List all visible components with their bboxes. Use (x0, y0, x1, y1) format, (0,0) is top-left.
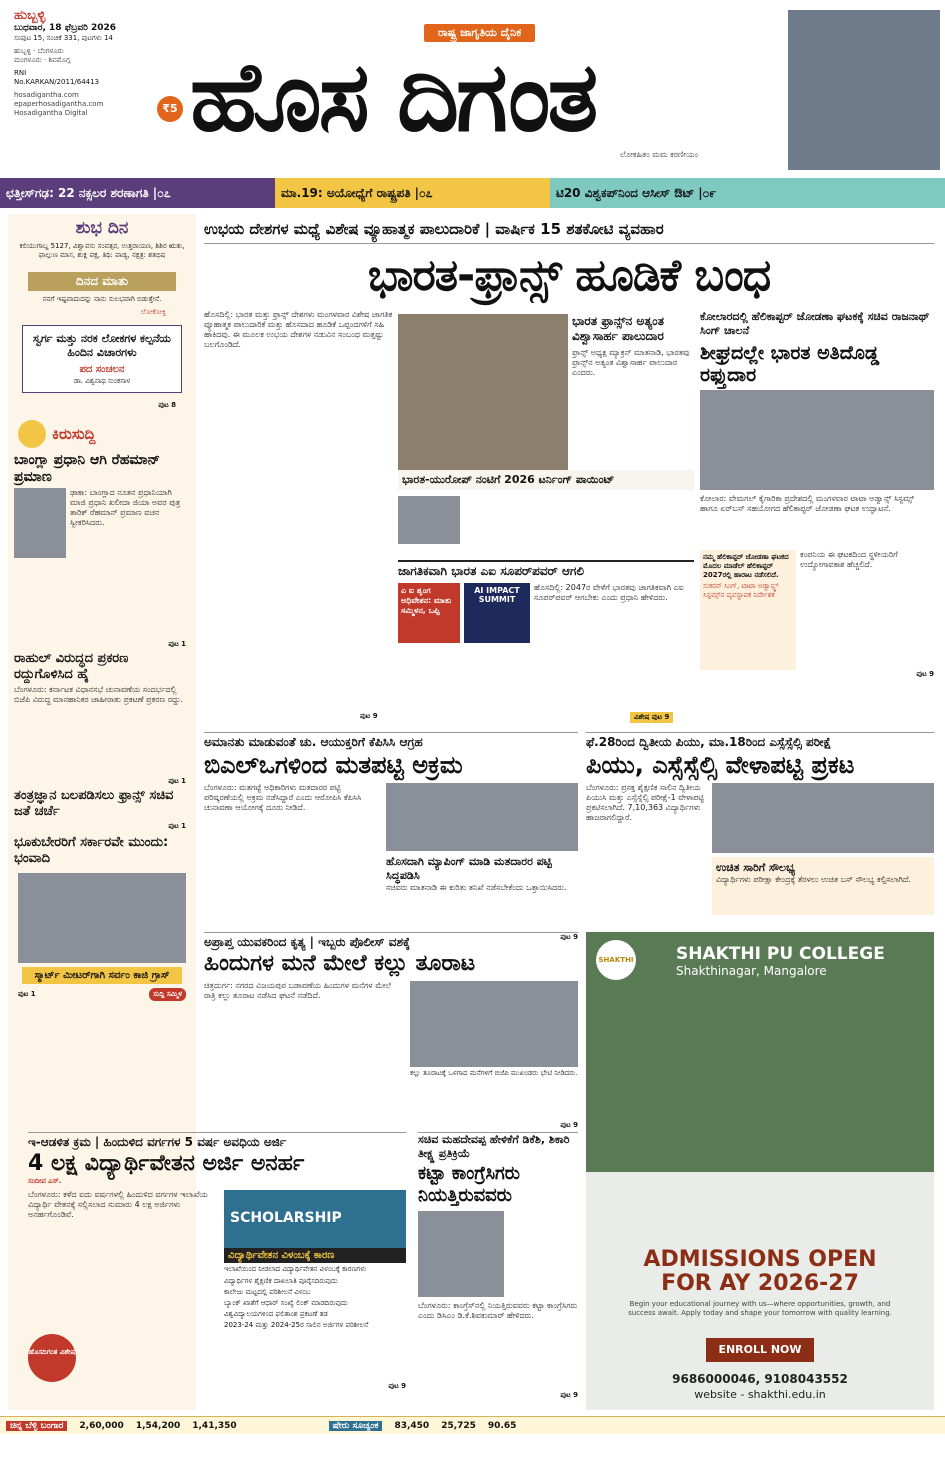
ai-row (398, 583, 694, 713)
mid-left-page[interactable]: ಪುಟ 9 (560, 933, 578, 941)
lead-kicker: ಉಭಯ ದೇಶಗಳ ಮಧ್ಯೆ ವಿಶೇಷ ವ್ಯೂಹಾತ್ಮಕ ಪಾಲುದಾರಿಕೆ | ವಾರ್ಷಿಕ 15 ಶತಕೋಟಿ ವ್ಯವಹಾರ (204, 220, 664, 238)
quote-title: ದಿನದ ಮಾತು (28, 272, 176, 291)
kiru-header (8, 420, 196, 448)
right-top-quote-box (700, 550, 796, 670)
feature-author: ಡಾ. ವಿಶ್ವನಾಥ ಸುಂಕಸಾಳ (73, 377, 131, 385)
newspaper-title: ಹೊಸ ದಿಗಂತ (190, 41, 596, 153)
teaser-1-text: ಛತ್ತೀಸ್‌ಗಢ: 22 ನಕ್ಸಲರ ಶರಣಾಗತಿ (6, 185, 149, 200)
kiru-3-title: ತಂತ್ರಜ್ಞಾನ ಬಲಪಡಿಸಲು ಫ್ರಾನ್ಸ್ ಸಚಿವ ಜತೆ ಚರ್ಚೆ (14, 788, 174, 819)
bottom-mid-headline[interactable]: ಕಟ್ಟಾ ಕಾಂಗ್ರೆಸಿಗರು ನಿಯತ್ತಿರುವವರು (418, 1163, 520, 1206)
right-top-photo (700, 390, 934, 490)
ad-site[interactable]: website - shakthi.edu.in (694, 1388, 826, 1401)
kiru-1-title: ಬಾಂಗ್ಲಾ ಪ್ರಧಾನಿ ಆಗಿ ರೆಹಮಾನ್ ಪ್ರಮಾಣ (14, 452, 161, 485)
mid-right-photo (712, 783, 934, 853)
row3-caption: ಕಲ್ಲು ತೂರಾಟಕ್ಕೆ ಒಳಗಾದ ಮನೆಗಳಿಗೆ ಬಿಜೆಪಿ ಮುಖಂಡರು ಭೇಟಿ ನೀಡಿದರು. (410, 1069, 578, 1077)
scholarship-box-intro: ಇಲಾಖೆಯಿಂದ ನೀಡಲಾದ ವಿದ್ಯಾರ್ಥಿವೇತನ ವಿಳಂಬಕ್ಕೆ ಕಾರಣಗಳು (224, 1265, 367, 1273)
right-top-quote-text: ನಮ್ಮ ಹೆಲಿಕಾಪ್ಟರ್ ಜೋಡಣಾ ಘಟಕದ ಮೊದಲ ಮಾಡೆಲ್ ಹೆಲಿಕಾಪ್ಟರ್ 2027ರಲ್ಲಿ ಹಾರಾಟ ನಡೆಸಲಿದೆ. (703, 553, 789, 579)
issue-number: ಸಂಪುಟ 15, ಸಂಚಿಕೆ 331, ಪುಟಗಳು 14 (14, 34, 113, 42)
ai-page[interactable]: ವಿಶೇಷ ಪುಟ 9 (630, 712, 673, 723)
mid-left-story (204, 732, 578, 942)
issue-date: ಬುಧವಾರ, 18 ಫೆಬ್ರವರಿ 2026 (14, 23, 117, 33)
bottom-left-byline: ಸಂದೀಪ ಎಸ್. (28, 1177, 62, 1185)
mid-right-box (712, 857, 934, 915)
teaser-1[interactable] (0, 178, 275, 208)
special-badge: ಹೊಸದಿಗಂತ ವಿಶೇಷ (28, 1334, 76, 1382)
ai-box: ಎ ಐ ಶೃಂಗ ಅಧಿವೇಶನ: ಮಾತು ಸಮ್ಮಿಳನ, ಒಪ್ಪಿ (398, 583, 460, 643)
row3-body (204, 981, 578, 1121)
ad-phone[interactable]: 9686000046, 9108043552 (672, 1372, 848, 1386)
row3-headline[interactable]: ಹಿಂದುಗಳ ಮನೆ ಮೇಲೆ ಕಲ್ಲು ತೂರಾಟ (204, 951, 476, 976)
market-ticker (0, 1416, 945, 1434)
gold-label: ಚಿನ್ನ ಬೆಳ್ಳಿ ಬಂಗಾರ (6, 1421, 67, 1431)
mid-right-text: ಬೆಂಗಳೂರು: ಪ್ರಸಕ್ತ ಶೈಕ್ಷಣಿಕ ಸಾಲಿನ ದ್ವಿತೀಯ ಪಿಯುಸಿ ಮತ್ತು ಎಸ್ಸೆಸ್ಸೆಲ್ಸಿ ಪರೀಕ್ಷೆ-1 ವೇಳಾಪಟ್ಟಿ ಪ್ರಕಟಿಸಲಾಗಿದೆ. 7,10,363 ವಿದ್ಯಾರ್ಥಿಗಳು ಹಾಜರಾಗಲಿದ್ದಾರೆ. (586, 783, 705, 822)
scholarship-box-title: ವಿದ್ಯಾರ್ಥಿವೇತನ ವಿಳಂಬಕ್ಕೆ ಕಾರಣ (224, 1248, 406, 1263)
lead-side-text: ಫ್ರಾನ್ಸ್ ಅಧ್ಯಕ್ಷ ಮ್ಯಾಕ್ರನ್ ಮಾತನಾಡಿ, ಭಾರತವು ಫ್ರಾನ್ಸ್‌ನ ಅತ್ಯಂತ ವಿಶ್ವಾಸಾರ್ಹ ಪಾಲುದಾರ ಎಂದರು. (572, 348, 690, 377)
reason-4: ವಿಶ್ವವಿದ್ಯಾಲಯಗಳಿಂದ ಫಲಿತಾಂಶ ಪ್ರಕಟಣೆ ತಡ (224, 1310, 328, 1318)
teaser-bar (0, 178, 945, 208)
row3-col2 (410, 981, 578, 1121)
college-logo: SHAKTHI (596, 940, 636, 980)
editions-list: ಹುಬ್ಬಳ್ಳಿ · ಬೆಂಗಳೂರು ಮಂಗಳೂರು · ಶಿವಮೊಗ್ಗ (14, 47, 71, 64)
thumb-icon (18, 420, 46, 448)
kiru-1-body (8, 486, 196, 640)
ad-headline-1: ADMISSIONS OPEN (643, 1247, 877, 1272)
edition-1: ಹುಬ್ಬಳ್ಳಿ (14, 47, 31, 55)
quote-text: ನನಗೆ ಇಷ್ಟವಾದುದನ್ನು ನಾನು ಸುಲಭವಾಗಿ ಬಿಡುತ್ತೇನೆ. (42, 295, 162, 303)
mid-left-kicker: ಅಮಾನತು ಮಾಡುವಂತೆ ಚು. ಆಯುಕ್ತರಿಗೆ ಕೆಪಿಸಿಸಿ ಆಗ್ರಹ (204, 735, 423, 749)
teaser-2-text: ಮಾ.19: ಅಯೋಧ್ಯೆಗೆ ರಾಷ್ಟ್ರಪತಿ (281, 185, 411, 200)
nifty-value: 25,725 (441, 1420, 476, 1431)
mid-right-kicker: ಫೆ.28ರಿಂದ ದ್ವಿತೀಯ ಪಿಯು, ಮಾ.18ರಿಂದ ಎಸ್ಸೆಸ್ಸೆಲ್ಸಿ ಪರೀಕ್ಷೆ (586, 735, 832, 749)
ai-story (398, 560, 694, 713)
teaser-1-page: |೦೭ (152, 185, 171, 200)
sensex-value: 83,450 (394, 1420, 430, 1431)
shubha-title: ಶುಭ ದಿನ (75, 218, 129, 238)
kiru-2-text: ಬೆಂಗಳೂರು: ಕರ್ನಾಟಕ ವಿಧಾನಸಭೆ ಚುನಾವಣೆಯ ಸಂದರ್ಭದಲ್ಲಿ ಬಿಜೆಪಿ ವಿರುದ್ಧ ಮಾನಹಾನಿಕರ ಜಾಹೀರಾತು ಪ್ರಕಟಣೆ ಪ್ರಕರಣ ರದ್ದು. (14, 685, 183, 704)
right-top-headline[interactable]: ಶೀಘ್ರದಲ್ಲೇ ಭಾರತ ಅತಿದೊಡ್ಡ ರಫ್ತುದಾರ (700, 342, 880, 386)
link-digital[interactable]: Hosadigantha Digital (14, 109, 88, 117)
bottom-mid-story (418, 1132, 578, 1400)
right-top-quote (700, 550, 934, 670)
kiru-2-page[interactable]: ಪುಟ 1 (168, 777, 186, 785)
edition-3: ಮಂಗಳೂರು (14, 56, 42, 64)
link-site[interactable]: hosadigantha.com (14, 91, 79, 99)
gold-value-1: 2,60,000 (79, 1420, 124, 1431)
feature-title: ಸ್ವರ್ಗ ಮತ್ತು ನರಕ ಲೋಕಗಳ ಕಲ್ಪನೆಯ ಹಿಂದಿನ ವಿಚಾರಗಳು (33, 332, 171, 359)
teaser-2-page: |೦೭ (414, 185, 433, 200)
right-top-col2: ಕಂಪನಿಯ ಈ ಘಟಕದಿಂದ ಸ್ಥಳೀಯರಿಗೆ ಉದ್ಯೋಗಾವಕಾಶ ಹೆಚ್ಚಲಿದೆ. (800, 550, 898, 569)
link-epaper[interactable]: epaperhosadigantha.com (14, 100, 104, 108)
college-ad[interactable] (586, 932, 934, 1410)
kiru-4-page[interactable]: ಪುಟ 1 (18, 990, 36, 998)
mid-right-col2 (712, 783, 934, 933)
gold-value-2: 1,54,200 (135, 1420, 181, 1431)
shubha-text: ಕಲಿಯುಗಾಬ್ದ 5127, ವಿಶ್ವಾವಸು ಸಂವತ್ಸರ, ಉತ್ತರಾಯಣ, ಶಿಶಿರ ಋತು, ಫಾಲ್ಗುಣ ಮಾಸ, ಶುಕ್ಲ ಪಕ್ಷ, ತಿಥಿ: ಪಾಡ್ಯ, ನಕ್ಷತ್ರ: ಶತಭಿಷ (19, 242, 185, 259)
bottom-left-kicker: ಇ-ಆಡಳಿತ ಕ್ರಮ | ಹಿಂದುಳಿದ ವರ್ಗಗಳ 5 ವರ್ಷ ಅವಧಿಯ ಅರ್ಜಿ (28, 1135, 287, 1149)
mid-left-photo (386, 783, 578, 851)
mid-right-story (586, 732, 934, 942)
mid-right-body (586, 783, 934, 933)
kiru-badge: ಸುದ್ದಿ ಸಮ್ಮಿಳ (149, 988, 186, 1001)
mid-left-sub-head: ಹೊಸದಾಗಿ ಮ್ಯಾಪಿಂಗ್ ಮಾಡಿ ಮತದಾರರ ಪಟ್ಟಿ ಸಿದ್ಧಪಡಿಸಿ (386, 855, 552, 882)
row3-photo (410, 981, 578, 1067)
teaser-2[interactable] (275, 178, 550, 208)
edition-4: ಶಿವಮೊಗ್ಗ (48, 56, 71, 64)
row3-story (204, 932, 578, 1130)
lead-side (572, 314, 692, 464)
ai-head: ಜಾಗತಿಕವಾಗಿ ಭಾರತ ಎಐ ಸೂಪರ್‌ಪವರ್ ಆಗಲಿ (398, 564, 585, 578)
kiru-5-title: ಸ್ಮಾರ್ಟ್ ಮೀಟರ್‌ಗಾಗಿ ಸರ್ವಂ ಕಾಜಿ ಗ್ರಾಸ್ (22, 967, 182, 984)
lead-sub (398, 470, 694, 490)
mid-left-text: ಬೆಂಗಳೂರು: ಮತಗಟ್ಟೆ ಅಧಿಕಾರಿಗಳು ಮತದಾರರ ಪಟ್ಟಿ ಪರಿಷ್ಕರಣೆಯಲ್ಲಿ ಅಕ್ರಮ ನಡೆಸಿದ್ದಾರೆ ಎಂದು ಆರೋಪಿಸಿ ಕೆಪಿಸಿಸಿ ಚುನಾವಣಾ ಆಯೋಗಕ್ಕೆ ದೂರು ನೀಡಿದೆ. (204, 783, 362, 812)
row3-text: ಚಿತ್ರದುರ್ಗ: ನಗರದ ವಿಜಯಪುರ ಬಡಾವಣೆಯ ಹಿಂದುಗಳ ಮನೆಗಳ ಮೇಲೆ ರಾತ್ರಿ ಕಲ್ಲು ತೂರಾಟ ನಡೆಸಿದ ಘಟನೆ ನಡೆದಿದೆ. (204, 981, 391, 1000)
mid-left-col2 (386, 783, 578, 933)
kiru-4-title: ಭೂಕುಬೇರರಿಗೆ ಸರ್ಕಾರವೇ ಮುಂದು: ಭಂವಾದಿ (14, 835, 169, 866)
feature-column: ಪದ ಸಂಚಲನ (79, 364, 125, 375)
kiru-1-page[interactable]: ಪುಟ 1 (168, 640, 186, 648)
mid-right-box-title: ಉಚಿತ ಸಾರಿಗೆ ಸೌಲಭ್ಯ (716, 861, 796, 874)
cricketer-photo (788, 10, 940, 170)
teaser-3[interactable] (550, 178, 945, 208)
reason-5: 2023-24 ಮತ್ತು 2024-25ರ ಸಾಲಿನ ಅರ್ಜಿಗಳ ಪರಿಶೀಲನೆ (224, 1321, 369, 1329)
mid-right-box-text: ವಿದ್ಯಾರ್ಥಿಗಳು ಪರೀಕ್ಷಾ ಕೇಂದ್ರಕ್ಕೆ ತೆರಳಲು ಉಚಿತ ಬಸ್ ಸೌಲಭ್ಯ ಕಲ್ಪಿಸಲಾಗಿದೆ. (716, 875, 911, 884)
price-badge: ₹5 (157, 96, 183, 122)
edition-name: ಹುಬ್ಬಳ್ಳಿ (14, 8, 46, 23)
ad-headline-2: FOR AY 2026-27 (661, 1271, 859, 1296)
right-top-story (700, 310, 934, 679)
usd-value: 90.65 (487, 1420, 517, 1431)
handshake-photo (398, 496, 460, 544)
bottom-mid-page[interactable]: ಪುಟ 9 (560, 1391, 578, 1399)
right-top-kicker: ಕೋಲಾರದಲ್ಲಿ ಹೆಲಿಕಾಪ್ಟರ್ ಜೋಡಣಾ ಘಟಕಕ್ಕೆ ಸಚಿವ ರಾಜನಾಥ್ ಸಿಂಗ್ ಚಾಲನೆ (700, 310, 930, 337)
mid-left-headline[interactable]: ಬಿಎಲ್‌ಒಗಳಿಂದ ಮತಪಟ್ಟಿ ಅಕ್ರಮ (204, 751, 463, 779)
bottom-mid-photo (418, 1211, 504, 1297)
scholarship-banner: SCHOLARSHIP (224, 1190, 406, 1248)
mid-left-sub-text: ಸಚಿವರು ಮಾತನಾಡಿ ಈ ಕುರಿತು ತನಿಖೆ ನಡೆಸಬೇಕೆಂದು ಒತ್ತಾಯಿಸಿದರು. (386, 883, 567, 892)
bottom-mid-kicker: ಸಚಿವ ಮಹದೇವಪ್ಪ ಹೇಳಿಕೆಗೆ ಡಿಕೆಶಿ, ಶಿಕಾರಿ ತೀಕ್ಷ್ಣ ಪ್ರತಿಕ್ರಿಯೆ (418, 1133, 570, 1160)
kiru-2-title: ರಾಹುಲ್ ವಿರುದ್ಧದ ಪ್ರಕರಣ ರದ್ದುಗೊಳಿಸಿದ ಹೈ (14, 651, 129, 682)
gold-value-3: 1,41,350 (192, 1420, 237, 1431)
teaser-3-text: ಟಿ20 ವಿಶ್ವಕಪ್‌ನಿಂದ ಆಸೀಸ್ ಔಟ್ (556, 185, 695, 200)
reason-2: ಕಾಲೇಜು ಮಟ್ಟದಲ್ಲಿ ಪರಿಶೀಲನೆ ವಿಳಂಬ (224, 1288, 311, 1296)
bottom-left-text: ಬೆಂಗಳೂರು: ಕಳೆದ ಐದು ವರ್ಷಗಳಲ್ಲಿ ಹಿಂದುಳಿದ ವರ್ಗಗಳ ಇಲಾಖೆಯ ವಿದ್ಯಾರ್ಥಿ ವೇತನಕ್ಕೆ ಸಲ್ಲಿಸಲಾದ ಸುಮಾರು 4 ಲಕ್ಷ ಅರ್ಜಿಗಳು ಅನರ್ಹಗೊಂಡಿವೆ. (28, 1190, 208, 1219)
kiru-1-text: ಢಾಕಾ: ಬಾಂಗ್ಲಾದ ನೂತನ ಪ್ರಧಾನಿಯಾಗಿ ಮಾಜಿ ಪ್ರಧಾನಿ ಖಲೀದಾ ಜಿಯಾ ಅವರ ಪುತ್ರ ತಾರಿಕ್ ರೆಹಮಾನ್ ಪ್ರಮಾಣ ವಚನ ಸ್ವೀಕರಿಸಿದರು. (70, 488, 181, 527)
lead-photo (398, 314, 568, 490)
rni-number: RNI No.KARKAN/2011/64413 (14, 69, 100, 86)
feature-page[interactable]: ಪುಟ 8 (158, 401, 176, 409)
masthead-meta (14, 8, 164, 118)
bottom-left-story (28, 1132, 406, 1391)
kiru-label: ಕಿರುಸುದ್ದಿ (52, 425, 96, 443)
ad-text: Begin your educational journey with us—where opportunities, growth, and success await. Apply today and shape your tomorrow with quality learning. (628, 1300, 892, 1317)
reason-3: ಬ್ಯಾಂಕ್ ಖಾತೆಗೆ ಆಧಾರ್ ಸಂಖ್ಯೆ ಲಿಂಕ್ ಮಾಡದಿರುವುದು (224, 1299, 348, 1307)
kiru-4-photo (18, 873, 186, 963)
kiru-1-photo (14, 488, 66, 558)
masthead-motto: ಲೋಕಹಿತಂ ಮಮ ಕರಣೀಯಂ (620, 150, 699, 159)
row3-kicker: ಅಪ್ರಾಪ್ತ ಯುವಕರಿಂದ ಕೃತ್ಯ | ಇಬ್ಬರು ಪೊಲೀಸ್ ವಶಕ್ಕೆ (204, 935, 411, 949)
mid-right-headline[interactable]: ಪಿಯು, ಎಸ್ಸೆಸ್ಸೆಲ್ಸಿ ವೇಳಾಪಟ್ಟಿ ಪ್ರಕಟ (586, 751, 855, 779)
right-top-page[interactable]: ಪುಟ 9 (916, 670, 934, 678)
college-place: Shakthinagar, Mangalore (676, 964, 827, 978)
bottom-left-headline[interactable]: 4 ಲಕ್ಷ ವಿದ್ಯಾರ್ಥಿವೇತನ ಅರ್ಜಿ ಅನರ್ಹ (28, 1151, 305, 1176)
teaser-3-page: |೦೯ (698, 185, 717, 200)
right-top-quote-by: ಸುಕರನ್ ಸಿಂಗ್, ಟಾಟಾ ಅಡ್ವಾನ್ಸ್ಡ್ ಸಿಸ್ಟಮ್ಸ್‌ನ ವ್ಯವಸ್ಥಾಪಕ ನಿರ್ದೇಶಕ (703, 582, 779, 599)
kiru-3-page[interactable]: ಪುಟ 1 (168, 822, 186, 830)
lead-kicker-bar (204, 214, 934, 244)
reason-1: ವಿದ್ಯಾರ್ಥಿಗಳ ಶೈಕ್ಷಣಿಕ ದಾಖಲಾತಿ ಪೂರೈಸದಿರುವುದು (224, 1277, 338, 1285)
enroll-button[interactable]: ENROLL NOW (706, 1338, 814, 1362)
lead-sub-head: ಭಾರತ-ಯುರೋಪ್ ನಂಟಿಗೆ 2026 ಟರ್ನಿಂಗ್ ಪಾಯಿಂಟ್ (402, 473, 615, 486)
kiru-footer (8, 988, 196, 1001)
lead-headline[interactable]: ಭಾರತ-ಫ್ರಾನ್ಸ್ ಹೂಡಿಕೆ ಬಂಧ (367, 250, 771, 301)
lead-page[interactable]: ಪುಟ 9 (360, 712, 378, 720)
ai-text: ಹೊಸದಿಲ್ಲಿ: 2047ರ ವೇಳೆಗೆ ಭಾರತವು ಜಾಗತಿಕವಾಗಿ ಎಐ ಸೂಪರ್‌ಪವರ್ ಆಗಬೇಕು ಎಂದು ಪ್ರಧಾನಿ ಹೇಳಿದರು. (534, 583, 684, 602)
lead-side-title: ಭಾರತ ಫ್ರಾನ್ಸ್‌ನ ಅತ್ಯಂತ ವಿಶ್ವಾಸಾರ್ಹ ಪಾಲುದಾರ (572, 314, 664, 343)
bottom-mid-text: ಬೆಂಗಳೂರು: ಕಾಂಗ್ರೆಸ್‌ನಲ್ಲಿ ನಿಯತ್ತಿರುವವರು ಕಟ್ಟಾ ಕಾಂಗ್ರೆಸಿಗರು ಎಂದು ಡಿಸಿಎಂ ಡಿ.ಕೆ.ಶಿವಕುಮಾರ್ ಹೇಳಿದರು. (418, 1301, 578, 1320)
feature-box[interactable] (22, 325, 182, 393)
mid-left-body (204, 783, 578, 933)
bottom-left-col1 (28, 1190, 218, 1382)
right-top-text: ಕೋಲಾರ: ವೇಮಗಲ್ ಕೈಗಾರಿಕಾ ಪ್ರದೇಶದಲ್ಲಿ ಮಂಗಳವಾರ ಟಾಟಾ ಅಡ್ವಾನ್ಸ್ ಸಿಸ್ಟಮ್ಸ್ ಹಾಗೂ ಏರ್‌ಬಸ್ ಸಹಯೋಗದ ಹೆಲಿಕಾಪ್ಟರ್ ಜೋಡಣಾ ಘಟಕ ಉದ್ಘಾಟನೆ. (700, 494, 915, 513)
quote-author: ಲೋಕೋಕ್ತಿ (140, 308, 166, 316)
edition-2: ಬೆಂಗಳೂರು (37, 47, 64, 55)
bottom-left-body (28, 1190, 406, 1382)
sensex-label: ಷೇರು ಸೂಚ್ಯಂಕ (329, 1421, 383, 1431)
row3-page[interactable]: ಪುಟ 9 (560, 1121, 578, 1129)
ai-summit-logo: AI IMPACT SUMMIT (464, 583, 530, 643)
bottom-left-col2 (224, 1190, 406, 1382)
lead-text: ಹೊಸದಿಲ್ಲಿ: ಭಾರತ ಮತ್ತು ಫ್ರಾನ್ಸ್ ದೇಶಗಳು ಮಂಗಳವಾರ ವಿಶೇಷ ಜಾಗತಿಕ ವ್ಯೂಹಾತ್ಮಕ ಪಾಲುದಾರಿಕೆ ಮತ್ತು ಹೊಸದಾದ ಹೂಡಿಕೆ ಒಪ್ಪಂದಗಳಿಗೆ ಸಹಿ ಹಾಕಿದವು. ಈ ಮೂಲಕ ಉಭಯ ದೇಶಗಳ ನಡುವಿನ ಸಂಬಂಧ ಮತ್ತಷ್ಟು ಬಲಗೊಂಡಿದೆ. (204, 310, 393, 349)
bottom-left-page[interactable]: ಪುಟ 9 (388, 1382, 406, 1390)
masthead-tagline: ರಾಷ್ಟ್ರ ಜಾಗೃತಿಯ ದೈನಿಕ (424, 24, 535, 42)
college-name: SHAKTHI PU COLLEGE (676, 944, 885, 964)
